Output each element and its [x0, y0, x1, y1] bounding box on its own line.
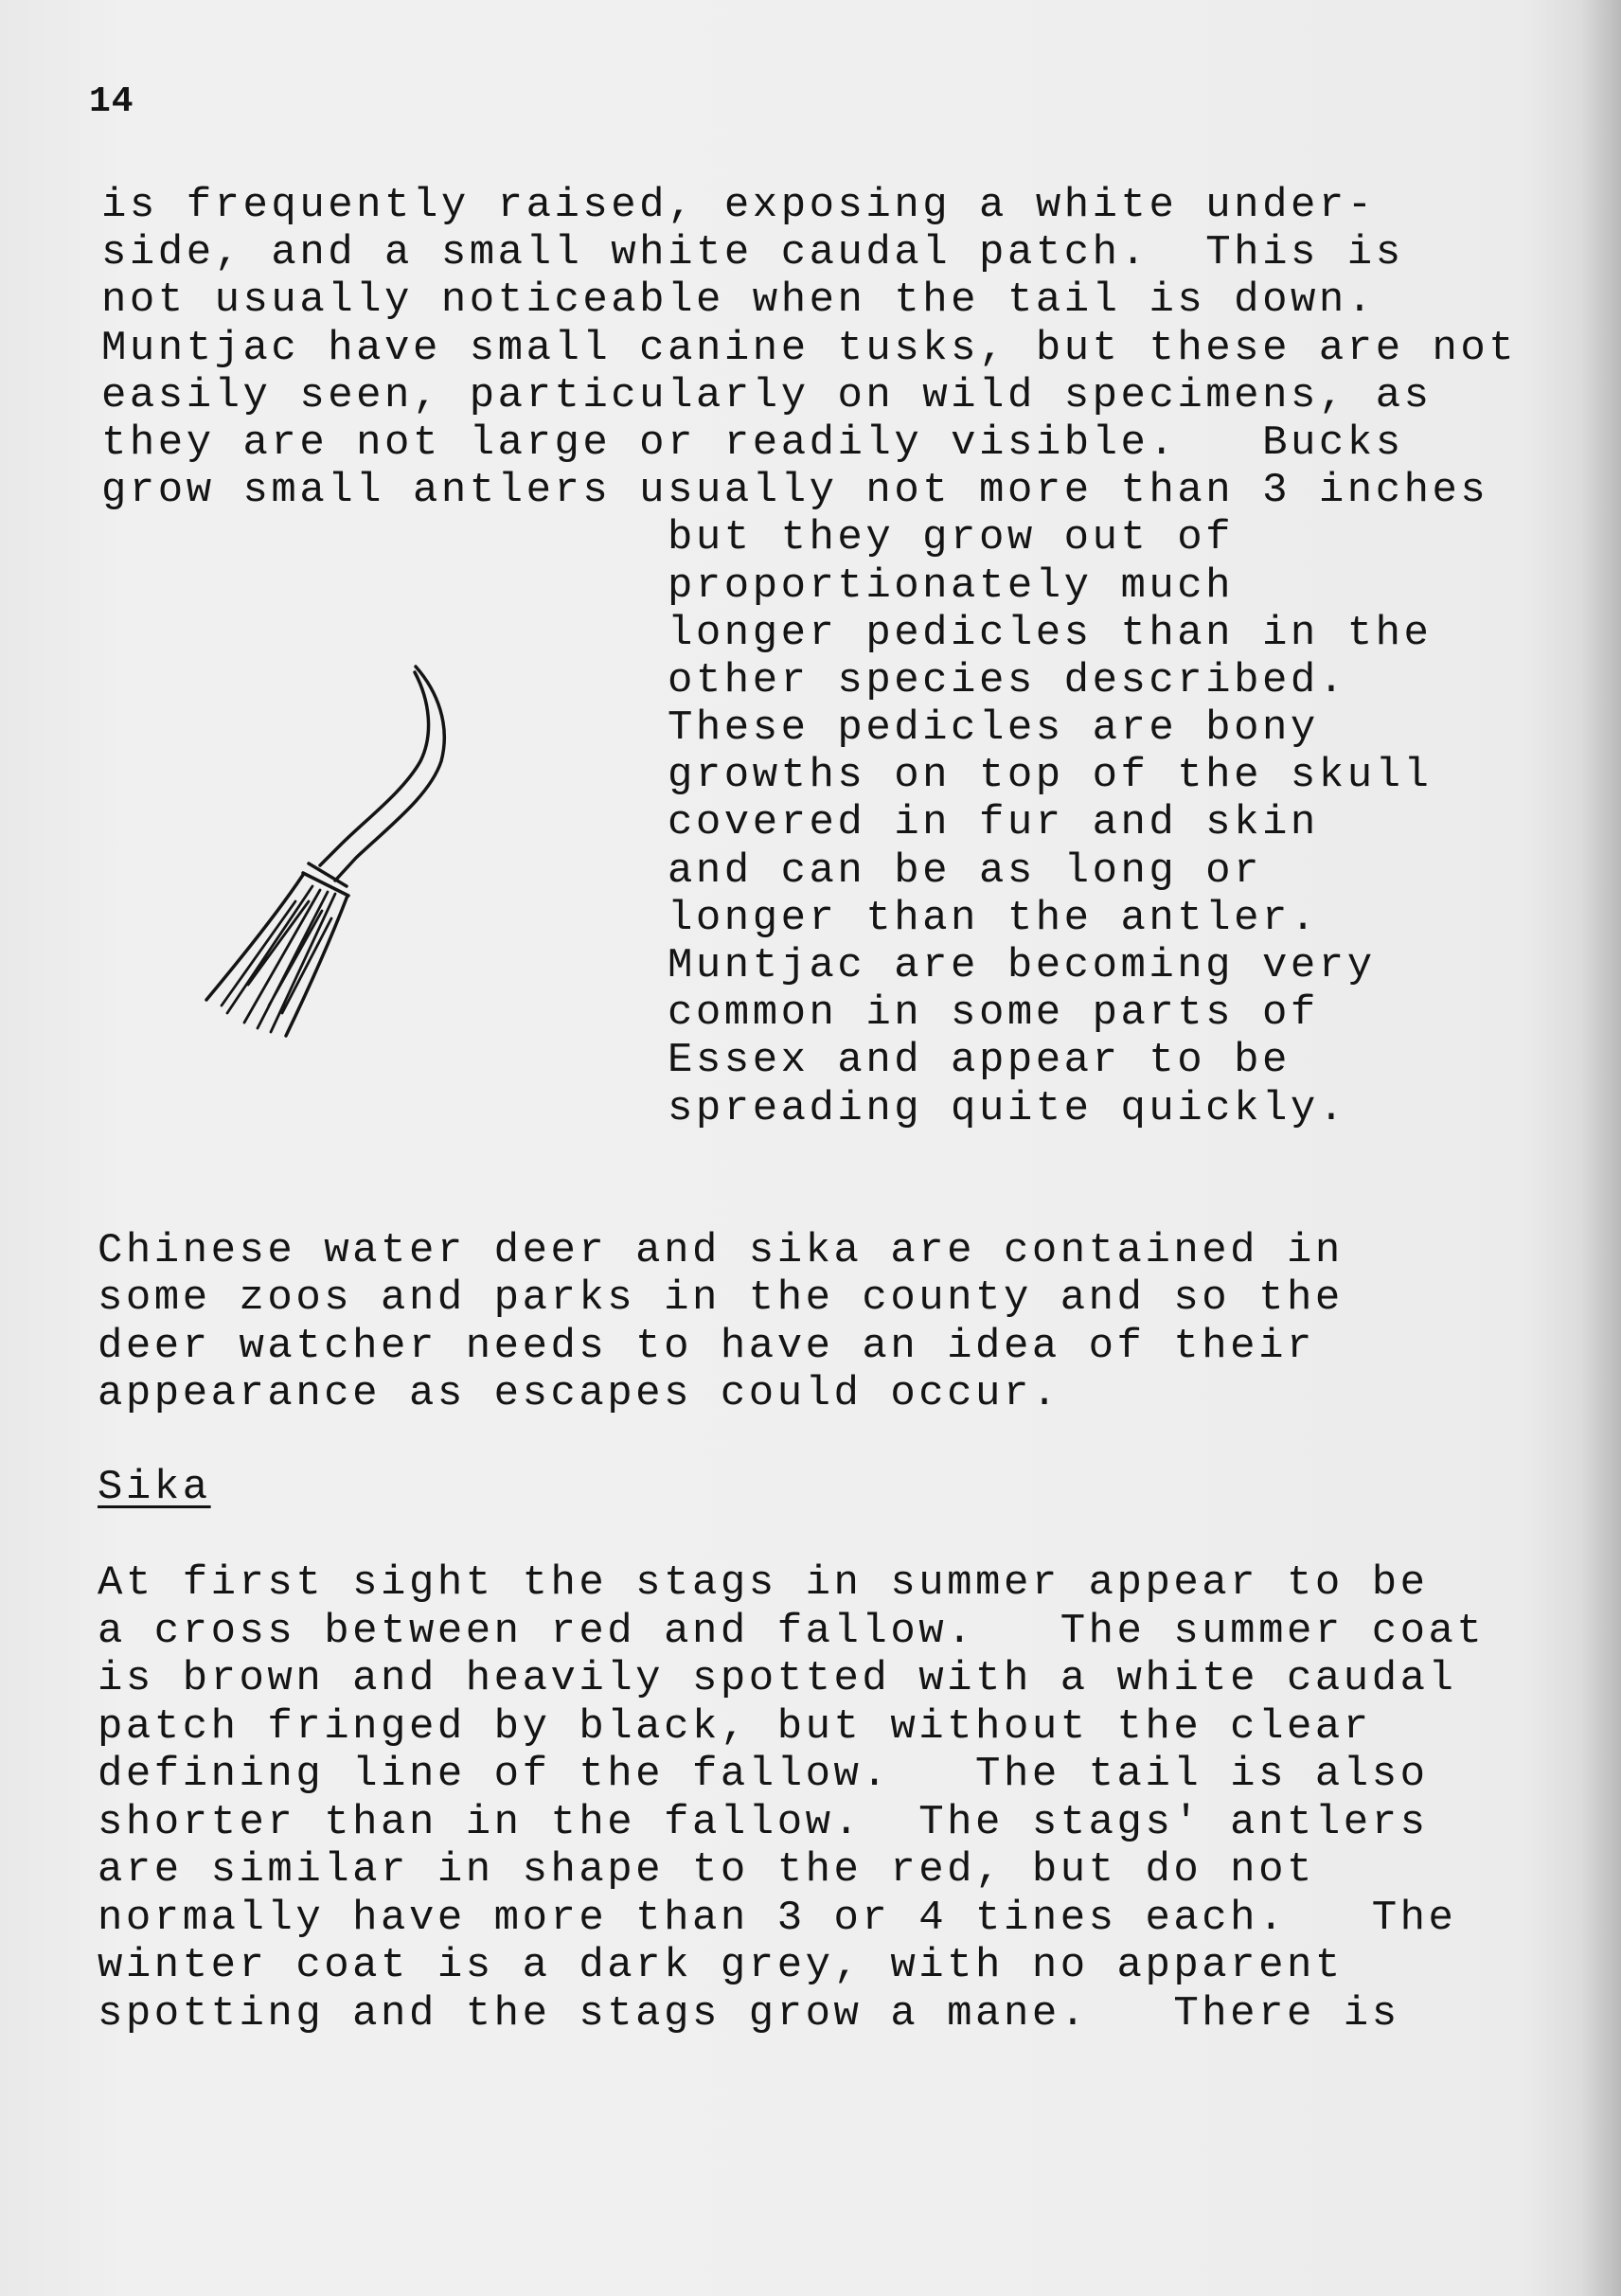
section-heading-sika: Sika: [98, 1464, 211, 1511]
text-line-beside-figure: common in some parts of: [668, 989, 1319, 1038]
text-line: are similar in shape to the red, but do not: [98, 1846, 1315, 1894]
text-line: defining line of the fallow. The tail is also: [98, 1751, 1429, 1798]
pedicle-right-edge: [286, 896, 347, 1036]
text-line-beside-figure: These pedicles are bony: [668, 704, 1319, 753]
text-line: spotting and the stags grow a mane. There is: [98, 1989, 1400, 2038]
text-line: normally have more than 3 or 4 tines each. The: [98, 1894, 1457, 1942]
text-line-beside-figure: other species described.: [668, 656, 1347, 704]
text-line-beside-figure: longer than the antler.: [668, 894, 1319, 942]
page-number: 14: [89, 81, 134, 122]
muntjac-antler-icon: [189, 653, 473, 1051]
text-line: a cross between red and fallow. The summer coat: [98, 1607, 1486, 1655]
text-line-beside-figure: growths on top of the skull: [668, 752, 1433, 800]
text-line: side, and a small white caudal patch. This is: [101, 229, 1404, 277]
sika-paragraph: [98, 1559, 1485, 2038]
text-line: patch fringed by black, but without the clear: [98, 1702, 1372, 1751]
text-line-beside-figure: spreading quite quickly.: [668, 1084, 1347, 1132]
escapes-paragraph: [98, 1227, 1344, 1417]
text-line: not usually noticeable when the tail is down.: [101, 276, 1376, 325]
text-line: deer watcher needs to have an idea of their: [98, 1322, 1315, 1370]
text-line-beside-figure: proportionately much: [668, 561, 1235, 610]
text-line: some zoos and parks in the county and so the: [98, 1274, 1344, 1323]
antler-shaft-inner: [320, 672, 429, 865]
text-line-beside-figure: and can be as long or: [668, 846, 1262, 895]
text-line-beside-figure: Essex and appear to be: [668, 1037, 1291, 1085]
text-line-beside-figure: Muntjac are becoming very: [668, 942, 1376, 989]
text-line: winter coat is a dark grey, with no apparent: [98, 1942, 1344, 1989]
text-line-beside-figure: but they grow out of: [668, 514, 1235, 562]
text-line: is frequently raised, exposing a white under-: [101, 182, 1376, 229]
text-line: appearance as escapes could occur.: [98, 1369, 1060, 1417]
text-line: grow small antlers usually not more than 3 inches: [101, 467, 1489, 515]
text-line-beside-figure: longer pedicles than in the: [668, 609, 1433, 657]
text-line: they are not large or readily visible. Bucks: [101, 418, 1404, 467]
text-line: shorter than in the fallow. The stags' antlers: [98, 1798, 1429, 1846]
antler-shaft-outer: [335, 667, 444, 881]
text-line: is brown and heavily spotted with a white caudal: [98, 1655, 1457, 1702]
text-line: Chinese water deer and sika are contained in: [98, 1227, 1344, 1274]
text-line: At first sight the stags in summer appear to be: [98, 1559, 1429, 1607]
text-line-beside-figure: covered in fur and skin: [668, 799, 1319, 847]
pedicle-left-edge: [206, 875, 303, 1000]
text-line: Muntjac have small canine tusks, but these are not: [101, 324, 1518, 372]
text-line: easily seen, particularly on wild specimens, as: [101, 371, 1433, 419]
